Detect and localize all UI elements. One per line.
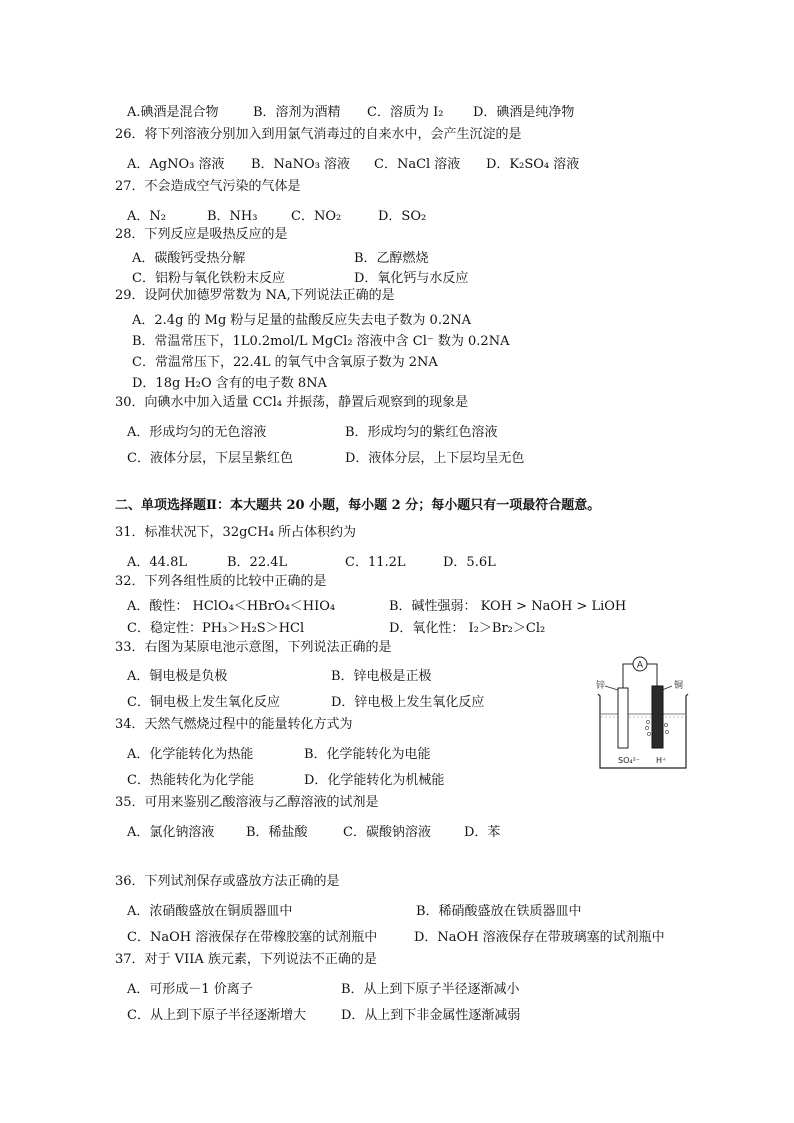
- q28-option-a: A．碳酸钙受热分解: [132, 251, 246, 266]
- q32-stem: 32．下列各组性质的比较中正确的是: [115, 574, 327, 589]
- q33-option-d: D．锌电极上发生氧化反应: [331, 695, 485, 710]
- q29-stem: 29．设阿伏加德罗常数为 NA,下列说法正确的是: [115, 288, 395, 303]
- q35-option-b: B．稀盐酸: [246, 825, 308, 840]
- q36-option-b: B．稀硝酸盛放在铁质器皿中: [416, 904, 582, 919]
- q34-option-a: A．化学能转化为热能: [127, 747, 254, 762]
- q28-stem: 28．下列反应是吸热反应的是: [115, 227, 288, 242]
- q26-option-a: A．AgNO₃ 溶液: [127, 157, 225, 172]
- ammeter-label: A: [636, 660, 644, 671]
- section-2-heading: 二、单项选择题Ⅱ：本大题共 20 小题，每小题 2 分；每小题只有一项最符合题意。: [115, 498, 601, 513]
- q36-option-c: C．NaOH 溶液保存在带橡胶塞的试剂瓶中: [127, 930, 378, 945]
- q30-option-a: A．形成均匀的无色溶液: [127, 425, 267, 440]
- q36-stem: 36．下列试剂保存或盛放方法正确的是: [115, 874, 340, 889]
- q31-option-d: D．5.6L: [443, 555, 496, 570]
- zinc-label: 锌: [596, 681, 606, 691]
- gas-bubble: [664, 723, 667, 726]
- q25-option-a: A.碘酒是混合物: [127, 105, 219, 120]
- q28-option-b: B．乙醇燃烧: [354, 251, 429, 266]
- q35-option-c: C．碳酸钠溶液: [343, 825, 431, 840]
- q36-option-a: A．浓硝酸盛放在铜质器皿中: [127, 904, 293, 919]
- q29-option-c: C．常温常压下，22.4L 的氧气中含氧原子数为 2NA: [132, 355, 438, 370]
- q31-option-c: C．11.2L: [345, 555, 406, 570]
- gas-bubble: [665, 730, 668, 733]
- q37-option-b: B．从上到下原子半径逐渐减小: [341, 982, 520, 997]
- q34-stem: 34．天然气燃烧过程中的能量转化方式为: [115, 717, 353, 732]
- q37-stem: 37．对于 VIIA 族元素，下列说法不正确的是: [115, 952, 377, 967]
- q31-option-a: A．44.8L: [127, 555, 187, 570]
- gas-bubble: [646, 720, 649, 723]
- hydrogen-ion-label: H⁺: [656, 756, 667, 765]
- q33-stem: 33．右图为某原电池示意图，下列说法正确的是: [115, 640, 392, 655]
- q29-option-b: B．常温常压下，1L0.2mol/L MgCl₂ 溶液中含 Cl⁻ 数为 0.2NA: [132, 334, 510, 349]
- q26-option-c: C．NaCl 溶液: [374, 157, 461, 172]
- q35-option-d: D．苯: [464, 825, 501, 840]
- q34-option-d: D．化学能转化为机械能: [304, 773, 445, 788]
- copper-electrode: [652, 686, 663, 748]
- q33-option-a: A．铜电极是负极: [127, 669, 228, 684]
- q26-stem: 26．将下列溶液分别加入到用氯气消毒过的自来水中，会产生沉淀的是: [115, 127, 522, 142]
- copper-label: 铜: [674, 681, 684, 691]
- q30-option-c: C．液体分层，下层呈紫红色: [127, 451, 293, 466]
- q26-option-d: D．K₂SO₄ 溶液: [486, 157, 580, 172]
- q32-option-c: C．稳定性：PH₃＞H₂S＞HCl: [127, 621, 305, 636]
- q29-option-d: D．18g H₂O 含有的电子数 8NA: [132, 376, 327, 391]
- zinc-electrode: [618, 688, 628, 748]
- q37-option-d: D．从上到下非金属性逐渐减弱: [341, 1008, 521, 1023]
- q28-option-c: C．铝粉与氧化铁粉末反应: [132, 271, 285, 286]
- q32-option-a: A．酸性： HClO₄＜HBrO₄＜HIO₄: [127, 599, 336, 614]
- q36-option-d: D．NaOH 溶液保存在带玻璃塞的试剂瓶中: [414, 930, 665, 945]
- sulfate-ion-label: SO₄²⁻: [618, 756, 641, 765]
- galvanic-cell-diagram: [590, 650, 695, 772]
- q25-option-d: D．碘酒是纯净物: [473, 105, 575, 120]
- q31-option-b: B．22.4L: [227, 555, 288, 570]
- q35-stem: 35．可用来鉴别乙酸溶液与乙醇溶液的试剂是: [115, 795, 379, 810]
- beaker-icon: [598, 694, 688, 768]
- q27-option-d: D．SO₂: [378, 209, 427, 224]
- q32-option-b: B．碱性强弱： KOH > NaOH > LiOH: [389, 599, 627, 614]
- gas-bubble: [645, 726, 648, 729]
- q29-option-a: A．2.4g 的 Mg 粉与足量的盐酸反应失去电子数为 0.2NA: [132, 313, 471, 328]
- zinc-label-leader: [605, 686, 618, 690]
- q33-option-b: B．锌电极是正极: [331, 669, 432, 684]
- q30-option-b: B．形成均匀的紫红色溶液: [345, 425, 498, 440]
- q33-option-c: C．铜电极上发生氧化反应: [127, 695, 280, 710]
- q30-stem: 30．向碘水中加入适量 CCl₄ 并振荡，静置后观察到的现象是: [115, 395, 469, 410]
- q27-option-b: B．NH₃: [207, 209, 258, 224]
- q37-option-a: A．可形成－1 价离子: [127, 982, 253, 997]
- q27-option-a: A．N₂: [127, 209, 166, 224]
- gas-bubble: [647, 732, 650, 735]
- circuit-wire: [623, 664, 633, 688]
- circuit-wire: [647, 664, 657, 686]
- q34-option-c: C．热能转化为化学能: [127, 773, 254, 788]
- q27-option-c: C．NO₂: [291, 209, 342, 224]
- q26-option-b: B．NaNO₃ 溶液: [251, 157, 351, 172]
- q27-stem: 27．不会造成空气污染的气体是: [115, 179, 301, 194]
- q37-option-c: C．从上到下原子半径逐渐增大: [127, 1008, 306, 1023]
- q30-option-d: D．液体分层，上下层均呈无色: [345, 451, 525, 466]
- q28-option-d: D．氧化钙与水反应: [354, 271, 469, 286]
- q25-option-b: B．溶剂为酒精: [253, 105, 341, 120]
- q35-option-a: A．氯化钠溶液: [127, 825, 215, 840]
- q25-option-c: C．溶质为 I₂: [367, 105, 444, 120]
- q31-stem: 31．标准状况下，32gCH₄ 所占体积约为: [115, 525, 357, 540]
- q34-option-b: B．化学能转化为电能: [304, 747, 431, 762]
- q32-option-d: D．氧化性： I₂＞Br₂＞Cl₂: [389, 621, 546, 636]
